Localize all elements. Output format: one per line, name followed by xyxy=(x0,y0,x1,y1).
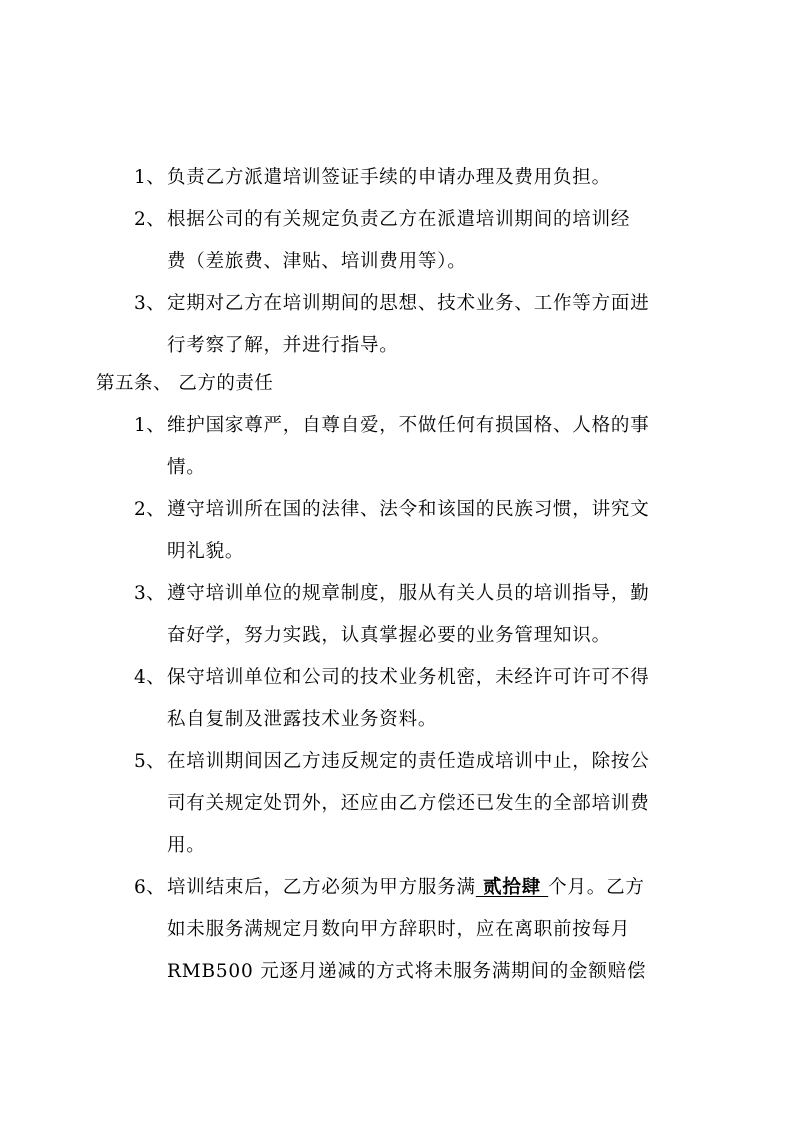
item-text: 私自复制及泄露技术业务资料。 xyxy=(167,709,438,730)
item-text: 负责乙方派遣培训签证手续的申请办理及费用负担。 xyxy=(167,167,611,188)
item-text: 遵守培训所在国的法律、法令和该国的民族习惯，讲究文 xyxy=(167,499,650,520)
item-text: 用。 xyxy=(167,835,206,856)
item-number: 3、 xyxy=(134,293,166,314)
item-text: 在培训期间因乙方违反规定的责任造成培训中止，除按公 xyxy=(167,751,650,772)
item-text xyxy=(167,876,645,900)
service-months-fill: 贰拾肆 xyxy=(475,877,549,898)
item-number: 6、 xyxy=(134,877,166,898)
item-text: 明礼貌。 xyxy=(167,541,245,562)
item-text: 情。 xyxy=(167,457,206,478)
item-text: 定期对乙方在培训期间的思想、技术业务、工作等方面进 xyxy=(167,293,650,314)
service-clause-text: 培训结束后，乙方必须为甲方服务满 xyxy=(167,877,476,898)
item-number: 2、 xyxy=(134,499,166,520)
item-text: 行考察了解，并进行指导。 xyxy=(167,335,399,356)
item-text: 遵守培训单位的规章制度，服从有关人员的培训指导，勤 xyxy=(167,583,650,604)
article-heading: 第五条、 乙方的责任 xyxy=(96,373,274,394)
service-clause-text: 个月。乙方 xyxy=(548,877,645,898)
item-number: 2、 xyxy=(134,209,166,230)
item-text: RMB500 元逐月递减的方式将未服务满期间的金额赔偿 xyxy=(167,961,647,982)
item-number: 3、 xyxy=(134,583,166,604)
item-number: 1、 xyxy=(134,415,166,436)
item-text: 维护国家尊严，自尊自爱，不做任何有损国格、人格的事 xyxy=(167,415,650,436)
item-text: 根据公司的有关规定负责乙方在派遣培训期间的培训经 xyxy=(167,209,631,230)
item-text: 费（差旅费、津贴、培训费用等）。 xyxy=(167,251,467,272)
item-number: 1、 xyxy=(134,167,166,188)
item-text: 奋好学，努力实践，认真掌握必要的业务管理知识。 xyxy=(167,625,611,646)
item-text: 保守培训单位和公司的技术业务机密，未经许可许可不得 xyxy=(167,667,650,688)
item-text: 司有关规定处罚外，还应由乙方偿还已发生的全部培训费 xyxy=(167,793,650,814)
item-text: 如未服务满规定月数向甲方辞职时，应在离职前按每月 xyxy=(167,919,631,940)
item-number: 5、 xyxy=(134,751,166,772)
item-number: 4、 xyxy=(134,667,166,688)
